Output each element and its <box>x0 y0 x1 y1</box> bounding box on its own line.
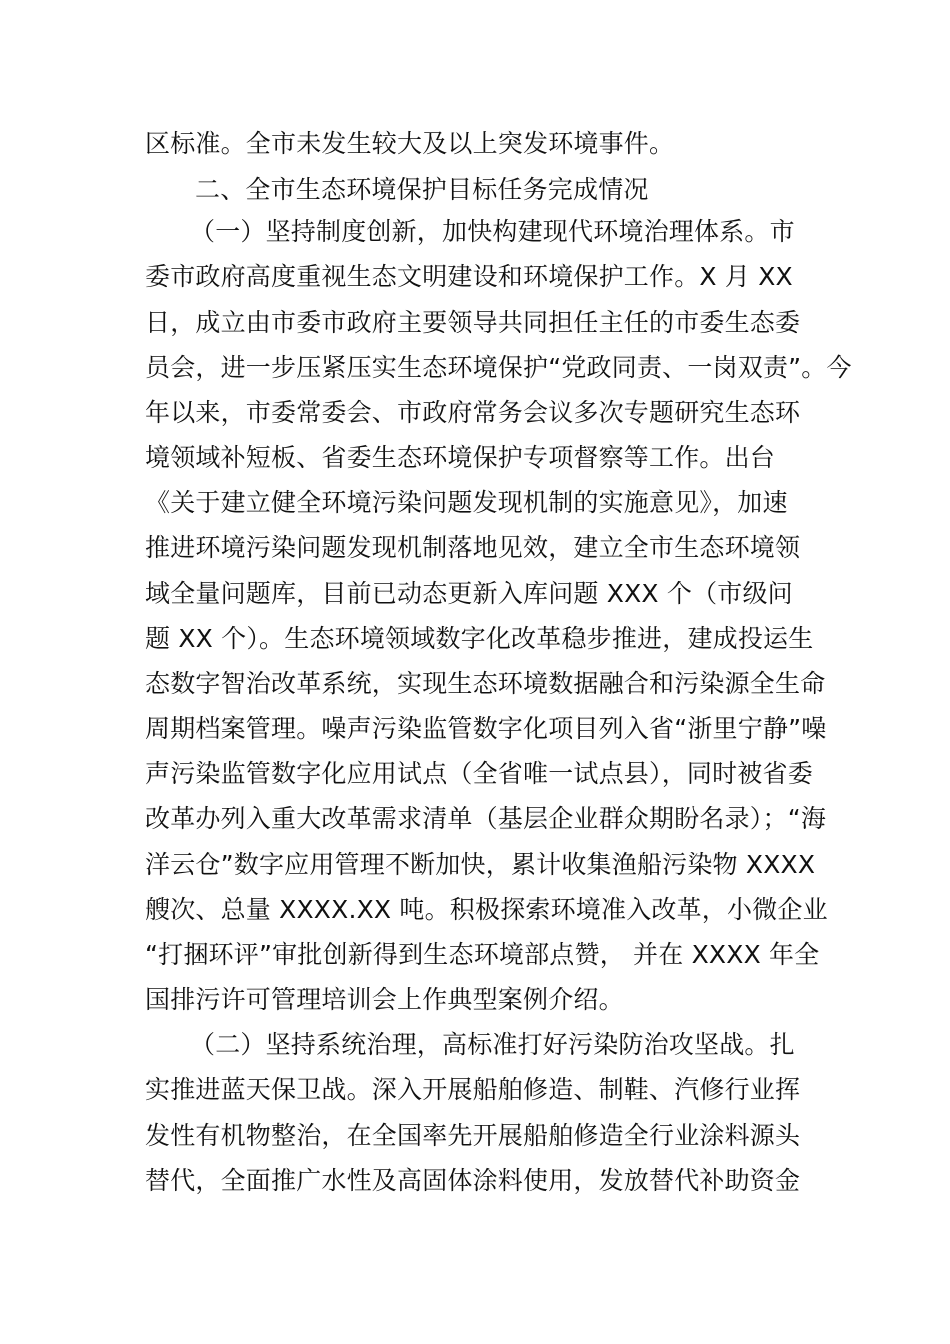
text-line-6: 员会，进一步压紧压实生态环境保护“党政同责、一岗双责”。今 <box>145 353 852 382</box>
text-line-24: 替代，全面推广水性及高固体涂料使用，发放替代补助资金 <box>145 1166 801 1195</box>
text-line-23: 发性有机物整治，在全国率先开展船舶修造全行业涂料源头 <box>145 1121 801 1150</box>
text-line-9: 《关于建立健全环境污染问题发现机制的实施意见》，加速 <box>145 488 788 517</box>
text-line-11: 域全量问题库，目前已动态更新入库问题 XXX 个（市级问 <box>145 579 793 608</box>
text-line-1: 区标准。全市未发生较大及以上突发环境事件。 <box>145 129 675 158</box>
text-line-19: “打捆环评”审批创新得到生态环境部点赞， 并在 XXXX 年全 <box>145 940 820 969</box>
text-line-4: 委市政府高度重视生态文明建设和环境保护工作。X 月 XX <box>145 262 793 291</box>
subsection-heading-2: （二）坚持系统治理，高标准打好污染防治攻坚战。扎 <box>190 1030 795 1059</box>
subsection-heading-1: （一）坚持制度创新，加快构建现代环境治理体系。市 <box>190 217 795 246</box>
text-line-13: 态数字智治改革系统，实现生态环境数据融合和污染源全生命 <box>145 669 826 698</box>
text-line-15: 声污染监管数字化应用试点（全省唯一试点县），同时被省委 <box>145 759 813 788</box>
text-line-10: 推进环境污染问题发现机制落地见效，建立全市生态环境领 <box>145 533 801 562</box>
text-line-8: 境领域补短板、省委生态环境保护专项督察等工作。出台 <box>145 443 776 472</box>
text-line-5: 日，成立由市委市政府主要领导共同担任主任的市委生态委 <box>145 308 801 337</box>
section-heading-2: 二、全市生态环境保护目标任务完成情况 <box>195 175 649 204</box>
text-line-22: 实推进蓝天保卫战。深入开展船舶修造、制鞋、汽修行业挥 <box>145 1075 801 1104</box>
text-line-20: 国排污许可管理培训会上作典型案例介绍。 <box>145 985 624 1014</box>
text-line-12: 题 XX 个）。生态环境领域数字化改革稳步推进，建成投运生 <box>145 624 814 653</box>
text-line-16: 改革办列入重大改革需求清单（基层企业群众期盼名录）；“海 <box>145 804 827 833</box>
text-line-7: 年以来，市委常委会、市政府常务会议多次专题研究生态环 <box>145 398 801 427</box>
text-line-17: 洋云仓”数字应用管理不断加快，累计收集渔船污染物 XXXX <box>145 850 816 879</box>
text-line-18: 艘次、总量 XXXX.XX 吨。积极探索环境准入改革，小微企业 <box>145 895 828 924</box>
text-line-14: 周期档案管理。噪声污染监管数字化项目列入省“浙里宁静”噪 <box>145 714 827 743</box>
